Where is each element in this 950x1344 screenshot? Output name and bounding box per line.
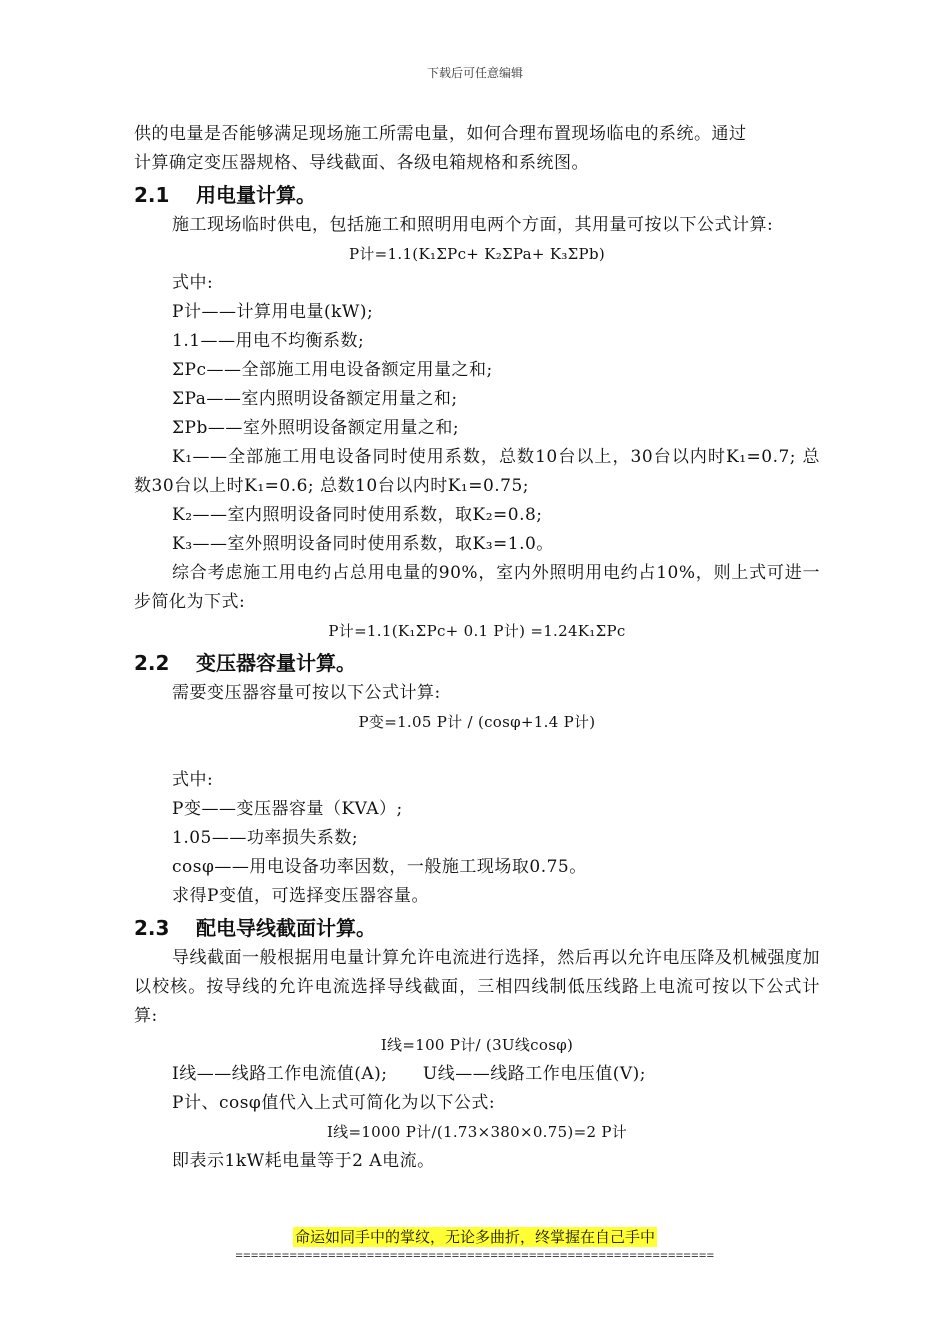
paragraph: 施工现场临时供电，包括施工和照明用电两个方面，其用量可按以下公式计算: <box>172 215 774 235</box>
where-label: 式中: <box>172 770 214 790</box>
section-heading-2-3 <box>134 913 820 943</box>
definition-item: ΣPc——全部施工用电设备额定用量之和; <box>172 360 493 380</box>
section-number: 2.3 <box>134 916 170 940</box>
section-number: 2.2 <box>134 651 170 675</box>
footer-motto: 命运如同手中的掌纹，无论多曲折，终掌握在自己手中 <box>294 1228 655 1246</box>
footer-rule: ============================================================== <box>235 1248 715 1262</box>
definition-k1: K₁——全部施工用电设备同时使用系数，总数10台以上，30台以内时K₁=0.7; 总数30台以上时K₁=0.6; 总数10台以内时K₁=0.75; <box>134 447 820 496</box>
definition-item: I线——线路工作电流值(A); U线——线路工作电压值(V); <box>172 1064 647 1084</box>
section-title: 配电导线截面计算。 <box>196 916 376 940</box>
definition-item: ΣPb——室外照明设备额定用量之和; <box>172 418 460 438</box>
paragraph: 导线截面一般根据用电量计算允许电流进行选择，然后再以允许电压降及机械强度加以校核。按导线的允许电流选择导线截面，三相四线制低压线路上电流可按以下公式计算: <box>134 948 820 1026</box>
spacer <box>134 737 820 766</box>
definition-item: P计、cosφ值代入上式可简化为以下公式: <box>172 1093 496 1113</box>
document-body <box>134 120 820 1176</box>
paragraph: 需要变压器容量可按以下公式计算: <box>172 683 441 703</box>
section-number: 2.1 <box>134 183 170 207</box>
section-heading-2-2 <box>134 648 820 678</box>
definition-item: P计——计算用电量(kW); <box>172 302 374 322</box>
definition-item: cosφ——用电设备功率因数，一般施工现场取0.75。 <box>172 857 587 877</box>
definition-item: P变——变压器容量（KVA）; <box>172 799 403 819</box>
where-label: 式中: <box>172 273 214 293</box>
definition-item: 求得P变值，可选择变压器容量。 <box>172 886 429 906</box>
formula-current-simplified: I线=1000 P计/(1.73×380×0.75)=2 P计 <box>326 1123 628 1141</box>
page-footer <box>0 1226 950 1262</box>
definition-item: 1.05——功率损失系数; <box>172 828 359 848</box>
definition-item: 1.1——用电不均衡系数; <box>172 331 365 351</box>
page-header: 下载后可任意编辑 <box>426 66 523 80</box>
formula-transformer: P变=1.05 P计 / (cosφ+1.4 P计) <box>358 713 596 731</box>
formula-power-total: P计=1.1(K₁ΣPc+ K₂ΣPa+ K₃ΣPb) <box>348 245 606 263</box>
definition-item: ΣPa——室内照明设备额定用量之和; <box>172 389 458 409</box>
definition-k2: K₂——室内照明设备同时使用系数，取K₂=0.8; <box>172 505 543 525</box>
section-title: 变压器容量计算。 <box>196 651 356 675</box>
intro-line-2: 计算确定变压器规格、导线截面、各级电箱规格和系统图。 <box>134 153 589 173</box>
definition-k3: K₃——室外照明设备同时使用系数，取K₃=1.0。 <box>172 534 554 554</box>
intro-line-1: 供的电量是否能够满足现场施工所需电量，如何合理布置现场临电的系统。通过 <box>134 124 747 144</box>
section-title: 用电量计算。 <box>196 183 316 207</box>
paragraph: 综合考虑施工用电约占总用电量的90%，室内外照明用电约占10%，则上式可进一步简化为下式: <box>134 563 820 612</box>
section-heading-2-1 <box>134 180 820 210</box>
conclusion: 即表示1kW耗电量等于2 A电流。 <box>172 1151 435 1171</box>
formula-simplified: P计=1.1(K₁ΣPc+ 0.1 P计) =1.24K₁ΣPc <box>328 622 626 640</box>
formula-current: I线=100 P计/ (3U线cosφ) <box>380 1036 574 1054</box>
